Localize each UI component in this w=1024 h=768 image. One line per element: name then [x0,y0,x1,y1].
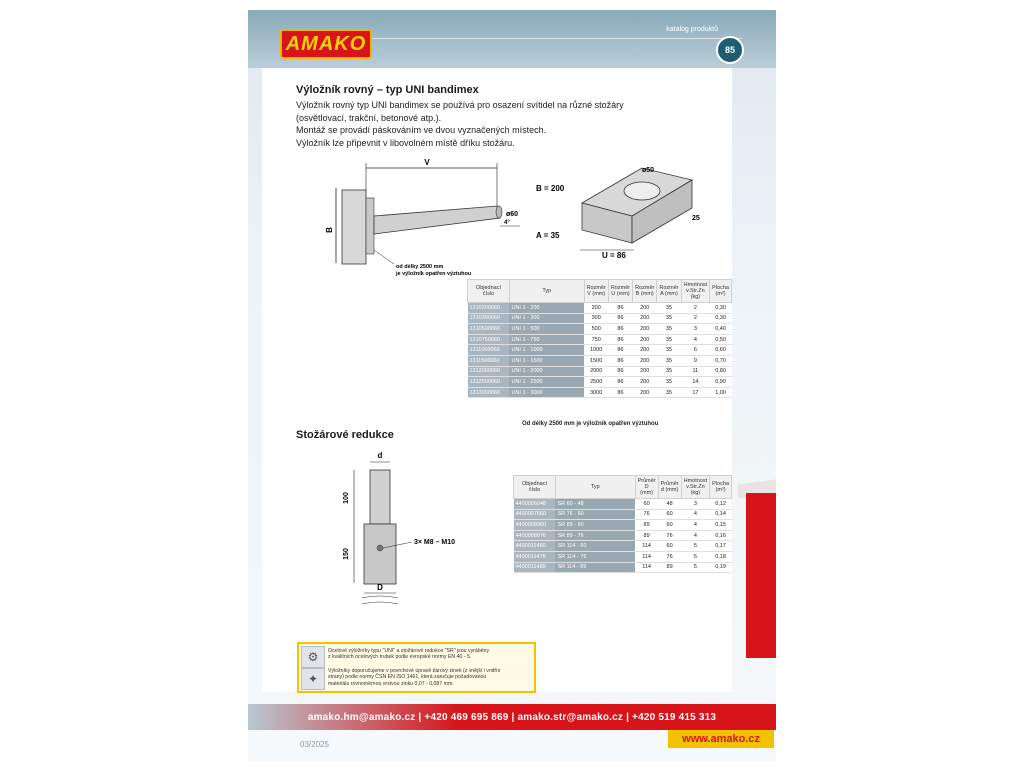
value-cell: 0,90 [710,377,732,388]
value-cell: 200 [633,366,657,377]
value-cell: 200 [584,303,608,314]
value-cell: 17 [681,387,710,398]
table-row [468,377,732,388]
value-cell: 60 [658,509,681,520]
table-row [468,313,732,324]
uni-bracket-table [467,279,732,398]
col-type: Typ [555,476,635,499]
catalog-label: katalog produktů [666,26,718,33]
screw-icon [377,545,383,551]
value-cell: 1,00 [710,387,732,398]
type-cell: UNI 1 - 2500 [509,377,584,388]
value-cell: 89 [658,562,681,573]
value-cell: 4 [681,509,710,520]
order-number-cell: 1310500060 [468,324,510,335]
value-cell: 4 [681,334,710,345]
footer-contact[interactable]: amako.hm@amako.cz | +420 469 695 869 | amako.str@amako.cz | +420 519 415 313 [307,712,717,723]
spray-icon: ✦ [301,668,325,690]
info-line: Ocelové výložníky typu "UNI" a stožárové redukce "SR" jsou vyráběny [328,648,490,654]
red-side-tab [746,493,776,658]
value-cell: 200 [633,313,657,324]
reduction-upper-tube [370,470,390,524]
value-cell: 750 [584,334,608,345]
value-cell: 200 [633,355,657,366]
value-cell: 200 [633,303,657,314]
order-number-cell: 4400007660 [514,509,556,520]
value-cell: 0,30 [710,313,732,324]
value-cell: 35 [657,324,681,335]
value-cell: 114 [635,551,658,562]
table-row [468,366,732,377]
order-number-cell: 1310200060 [468,303,510,314]
label-100: 100 [343,492,350,504]
website-link[interactable]: www.amako.cz [668,730,774,748]
pole-cut-mark [362,596,398,604]
col-area: Plocha (m²) [710,476,732,499]
value-cell: 2 [681,303,710,314]
table-row [468,334,732,345]
order-number-cell: 4400011460 [514,541,556,552]
table-row [468,355,732,366]
order-number-cell: 4400011489 [514,562,556,573]
value-cell: 5 [681,551,710,562]
col-type: Typ [509,280,584,303]
value-cell: 3 [681,499,710,510]
value-cell: 89 [635,520,658,531]
value-cell: 3 [681,324,710,335]
header-divider [372,38,742,39]
type-cell: UNI 1 - 1500 [509,355,584,366]
value-cell: 3000 [584,387,608,398]
value-cell: 86 [608,334,632,345]
col-diameter-D: Průměr D (mm) [635,476,658,499]
info-line: strany) podle normy ČSN EN ISO 1461, která zaručuje požadovanou [328,674,487,681]
value-cell: 200 [633,334,657,345]
order-number-cell: 1312000060 [468,366,510,377]
col-diameter-d: Průměr d (mm) [658,476,681,499]
label-150: 150 [343,548,350,560]
order-number-cell: 4400008976 [514,530,556,541]
order-number-cell: 1311500060 [468,355,510,366]
value-cell: 5 [681,562,710,573]
value-cell: 1000 [584,345,608,356]
reinforcement-note: od délky 2500 mm [396,264,444,270]
section-title-uni: Výložník rovný – typ UNI bandimex [296,84,479,96]
gear-icon: ⚙ [301,646,325,668]
value-cell: 0,15 [710,520,732,531]
value-cell: 35 [657,303,681,314]
table-row [468,345,732,356]
info-line: Výložníky doporučujeme v povrchové úpravě žárový zinek (z vnější i vnitřní [328,668,501,674]
value-cell: 114 [635,541,658,552]
catalog-date: 03/2025 [300,740,329,749]
value-cell: 500 [584,324,608,335]
value-cell: 1500 [584,355,608,366]
col-weight: Hmotnost v.Str.Zn (kg) [681,476,710,499]
reinforcement-table-note: Od délky 2500 mm je výložník opatřen výztuhou [522,421,659,427]
value-cell: 4 [681,520,710,531]
plate-hole [624,182,660,200]
info-line: z kvalitních ocelových trubek podle evropské normy EN 40 - 5. [328,654,472,661]
page-header [248,10,776,68]
value-cell: 35 [657,345,681,356]
value-cell: 0,30 [710,303,732,314]
catalog-page [248,10,776,762]
col-size-b: Rozměr B (mm) [633,280,657,303]
col-weight: Hmotnost v.Str.Zn (kg) [681,280,710,303]
value-cell: 76 [635,509,658,520]
table-header-row [468,280,732,303]
label-b200: B = 200 [536,184,565,193]
order-number-cell: 4400006048 [514,499,556,510]
type-cell: SR 89 - 76 [555,530,635,541]
order-number-cell: 1311000060 [468,345,510,356]
info-text-finish [328,668,528,687]
description-line: Výložník lze připevnit v libovolném místě dříku stožáru. [296,137,515,148]
description-line: Montáž se provádí páskováním ve dvou vyznačených místech. [296,125,547,135]
value-cell: 76 [658,551,681,562]
value-cell: 4 [681,530,710,541]
type-cell: SR 89 - 60 [555,520,635,531]
type-cell: UNI 1 - 750 [509,334,584,345]
value-cell: 35 [657,355,681,366]
label-angle: 4° [504,220,510,226]
label-d-small: d [377,451,383,460]
type-cell: UNI 1 - 200 [509,303,584,314]
info-line: materiálu rovnoměrnou vrstvou zinku 0,07 - 0,087 mm. [328,680,454,687]
col-size-u: Rozměr U (mm) [608,280,632,303]
type-cell: SR 114 - 76 [555,551,635,562]
type-cell: UNI 1 - 3000 [509,387,584,398]
label-diameter-50: ø50 [642,167,655,174]
value-cell: 0,17 [710,541,732,552]
uni-table-body [468,303,732,398]
type-cell: SR 60 - 48 [555,499,635,510]
leader-line [374,250,394,264]
value-cell: 11 [681,366,710,377]
value-cell: 300 [584,313,608,324]
order-number-cell: 4400008960 [514,520,556,531]
table-row [514,509,732,520]
order-number-cell: 1312500060 [468,377,510,388]
table-row [514,541,732,552]
value-cell: 6 [681,345,710,356]
value-cell: 86 [608,377,632,388]
col-size-a: Rozměr A (mm) [657,280,681,303]
logo-text: AMAKO [285,32,367,55]
col-size-v: Rozměr V (mm) [584,280,608,303]
type-cell: UNI 1 - 500 [509,324,584,335]
reduction-table [513,475,732,573]
label-b: B [325,227,334,233]
table-row [514,499,732,510]
value-cell: 35 [657,366,681,377]
table-row [514,551,732,562]
order-number-cell: 4400011476 [514,551,556,562]
value-cell: 0,16 [710,530,732,541]
value-cell: 35 [657,313,681,324]
value-cell: 200 [633,377,657,388]
page-number-badge: 85 [716,36,744,64]
arm-end [496,206,502,218]
value-cell: 2000 [584,366,608,377]
value-cell: 76 [658,530,681,541]
table-row [468,324,732,335]
value-cell: 86 [608,303,632,314]
label-screws: 3× M8 – M10 [414,539,456,546]
value-cell: 86 [608,355,632,366]
mounting-plate [342,190,366,264]
col-order-number: Objednací číslo [468,280,510,303]
value-cell: 35 [657,387,681,398]
type-cell: UNI 1 - 2000 [509,366,584,377]
label-D: D [377,583,383,592]
order-number-cell: 1310750060 [468,334,510,345]
value-cell: 0,60 [710,345,732,356]
section-description [296,99,676,149]
col-area: Plocha (m²) [710,280,732,303]
value-cell: 86 [608,324,632,335]
info-text-material [328,648,528,661]
type-cell: SR 114 - 89 [555,562,635,573]
value-cell: 0,50 [710,334,732,345]
type-cell: SR 76 - 60 [555,509,635,520]
amako-logo[interactable] [280,29,372,59]
info-box [297,642,536,693]
reduction-lower-tube [364,524,396,584]
col-order-number: Objednací číslo [514,476,556,499]
value-cell: 200 [633,324,657,335]
reinforcement-note-2: je výložník opatřen výztuhou [396,271,472,277]
table-row [514,520,732,531]
description-line: (osvětlovací, trakční, betonové atp.). [296,112,442,123]
value-cell: 35 [657,334,681,345]
value-cell: 9 [681,355,710,366]
value-cell: 2500 [584,377,608,388]
section-title-reductions: Stožárové redukce [296,429,394,441]
label-a35: A = 35 [536,231,560,240]
table-header-row [514,476,732,499]
value-cell: 0,40 [710,324,732,335]
label-v: V [424,158,430,167]
value-cell: 60 [635,499,658,510]
type-cell: UNI 1 - 1000 [509,345,584,356]
content-area [262,68,732,692]
table-row [514,530,732,541]
value-cell: 0,14 [710,509,732,520]
plate-flange [366,198,374,254]
value-cell: 200 [633,345,657,356]
value-cell: 48 [658,499,681,510]
plate-iso-drawing [532,158,732,268]
value-cell: 14 [681,377,710,388]
value-cell: 86 [608,387,632,398]
order-number-cell: 1310300060 [468,313,510,324]
label-25: 25 [692,215,700,222]
value-cell: 0,12 [710,499,732,510]
value-cell: 0,19 [710,562,732,573]
bracket-arm [374,206,500,234]
value-cell: 0,18 [710,551,732,562]
pole-reduction-drawing [332,448,482,608]
value-cell: 0,80 [710,366,732,377]
value-cell: 86 [608,313,632,324]
table-row [514,562,732,573]
value-cell: 200 [633,387,657,398]
type-cell: SR 114 - 60 [555,541,635,552]
value-cell: 35 [657,377,681,388]
value-cell: 89 [635,530,658,541]
value-cell: 114 [635,562,658,573]
value-cell: 5 [681,541,710,552]
value-cell: 86 [608,366,632,377]
reduction-table-body [514,499,732,573]
value-cell: 2 [681,313,710,324]
value-cell: 60 [658,541,681,552]
value-cell: 60 [658,520,681,531]
label-diameter-60: ø60 [506,211,519,218]
value-cell: 86 [608,345,632,356]
label-u86: U = 86 [602,251,626,260]
description-line: Výložník rovný typ UNI bandimex se používá pro osazení svítidel na různé stožáry [296,100,624,110]
order-number-cell: 1313000060 [468,387,510,398]
table-row [468,303,732,314]
table-row [468,387,732,398]
value-cell: 0,70 [710,355,732,366]
type-cell: UNI 1 - 300 [509,313,584,324]
bracket-side-drawing [322,158,522,278]
